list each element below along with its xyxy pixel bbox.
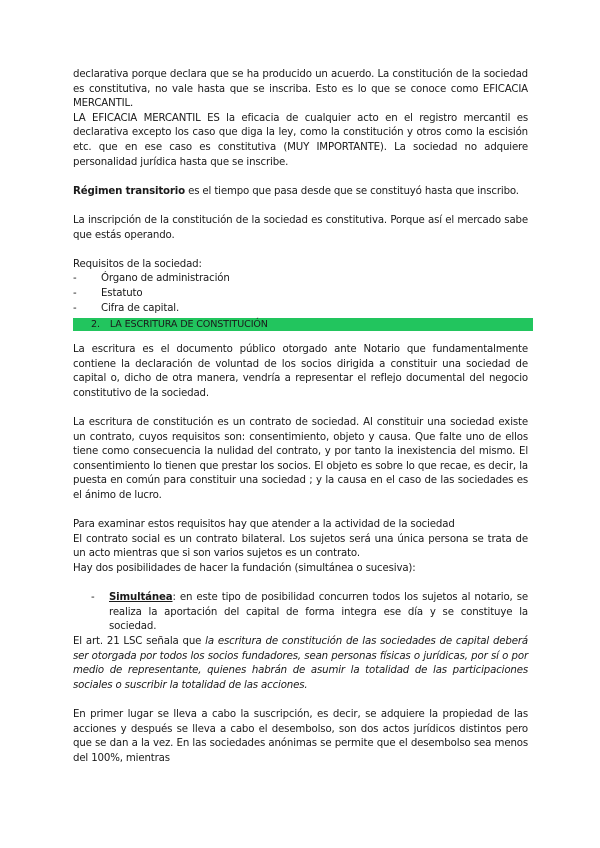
requirements-list — [73, 272, 528, 316]
dash-marker: - — [73, 287, 77, 299]
paragraph-suscripcion: En primer lugar se lleva a cabo la suscripción, es decir, se adquiere la propiedad de las acciones y después se lleva a cabo el desembolso, son dos actos jurídicos distintos pero que se dan a la vez. En las sociedades anónimas se permite que el desembolso sea menos del 100%, mientras — [73, 708, 528, 764]
paragraph-contrato-sociedad: La escritura de constitución es un contrato de sociedad. Al constituir una sociedad existe un contrato, cuyos requisitos son: consentimiento, objeto y causa. Que falte uno de ellos tiene como consecuencia la nulidad del contrato, y por tanto la inexistencia del mismo. El consentimiento lo tienen que prestar los socios. El objeto es sobre lo que recae, es decir, la puesta en común para constituir una sociedad ; y la causa en el caso de las sociedades es el ánimo de lucro. — [73, 417, 528, 502]
dash-marker: - — [73, 302, 77, 314]
requirements-title: Requisitos de la sociedad: — [73, 258, 202, 270]
section-heading — [73, 318, 533, 331]
paragraph-escritura-definicion: La escritura es el documento público otorgado ante Notario que fundamentalmente contiene la declaración de voluntad de los socios dirigida a constituir una sociedad de capital o, dicho de otra manera, vendría a representar el reflejo documental del negocio constitutivo de la sociedad. — [73, 344, 528, 399]
list-item: - Estatuto — [73, 287, 528, 302]
section-title: LA ESCRITURA DE CONSTITUCIÓN — [109, 319, 268, 331]
dash-marker: - — [73, 273, 77, 285]
regimen-definition: es el tiempo que pasa desde que se constituyó hasta que inscribo. — [184, 185, 519, 197]
list-item: - Cifra de capital. — [73, 302, 528, 317]
document-body — [73, 68, 528, 766]
paragraph-art-21-lsc: El art. 21 LSC señala que la escritura de constitución de las sociedades de capital deberá ser otorgada por todos los socios fundadores, sean personas físicas o jurídicas, por sí o por medio de representante, quienes habrán de asumir la totalidad de las participaciones sociales o suscribir la totalidad de las acciones. — [73, 635, 528, 691]
paragraph-requisitos-actividad: Para examinar estos requisitos hay que atender a la actividad de la sociedad — [73, 519, 455, 531]
term-simultanea: Simultánea — [109, 592, 173, 604]
paragraph-inscripcion: La inscripción de la constitución de la sociedad es constitutiva. Porque así el mercado sabe que estás operando. — [73, 214, 528, 241]
section-number: 2. — [91, 319, 100, 331]
dash-marker: - — [91, 592, 95, 604]
paragraph-fundacion: Hay dos posibilidades de hacer la fundación (simultánea o sucesiva): — [73, 563, 416, 574]
paragraph-regimen-transitorio — [73, 185, 528, 200]
term-regimen-transitorio: Régimen transitorio — [73, 185, 185, 197]
paragraph-contrato-bilateral: El contrato social es un contrato bilateral. Los sujetos será una única persona se trata de un acto mientras que si son varios sujetos es un contrato. — [73, 533, 528, 560]
list-item: - Órgano de administración — [73, 272, 528, 287]
list-item-simultanea: - Simultánea: en este tipo de posibilidad concurren todos los sujetos al notario, se realiza la aportación del capital de forma integra ese día y se constituye la sociedad. — [91, 592, 528, 633]
paragraph-eficacia: declarativa porque declara que se ha producido un acuerdo. La constitución de la sociedad es constitutiva, no vale hasta que se inscriba. Esto es lo que se conoce como EFICACIA MERCANTIL. — [73, 69, 528, 110]
legal-quote: la escritura de constitución de las sociedades de capital deberá ser otorgada por todos los socios fundadores, sean personas físicas o jurídicas, por sí o por medio de representante, quienes habrán de asumir la totalidad de las participaciones sociales o suscribir la totalidad de las acciones. — [73, 635, 528, 691]
paragraph-eficacia-mercantil: LA EFICACIA MERCANTIL ES la eficacia de cualquier acto en el registro mercantil es declarativa excepto los caso que diga la ley, como la constitución y otros como la escisión etc. que en ese caso es constitutiva (MUY IMPORTANTE). La sociedad no adquiere personalidad jurídica hasta que se inscribe. — [73, 112, 528, 168]
